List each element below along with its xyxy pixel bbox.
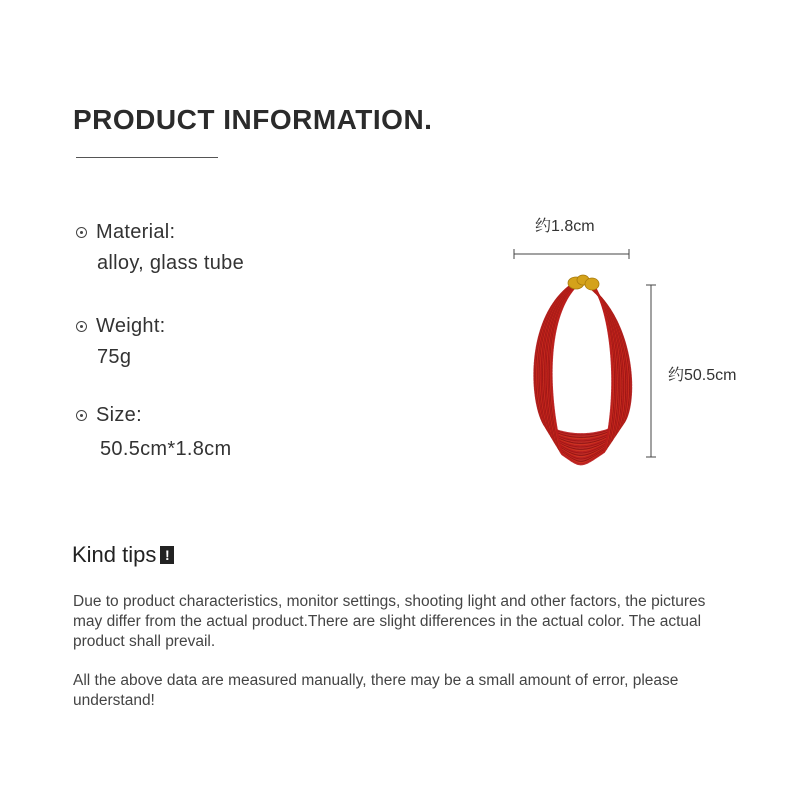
necklace-diagram [500,200,760,470]
tip-paragraph: All the above data are measured manually, there may be a small amount of error, please understand! [73,672,679,709]
product-figure [500,200,760,470]
height-dimension-label: 约50.5cm [668,367,737,384]
page-title: PRODUCT INFORMATION. [73,104,433,135]
spec-material [76,221,244,275]
bullet-icon [76,227,87,238]
spec-value: alloy, glass tube [97,252,245,274]
kind-tips-heading [72,542,174,568]
clasp-icon [568,275,599,290]
bullet-icon [76,321,87,332]
title-divider [76,157,218,158]
kind-tips-title: Kind tips [72,542,157,567]
spec-value: 50.5cm*1.8cm [100,438,232,460]
spec-label: Material: [96,221,176,243]
spec-label: Size: [96,404,142,426]
necklace-image [534,286,631,464]
spec-value: 75g [97,346,132,368]
width-dimension-label: 约1.8cm [535,218,595,235]
bullet-icon [76,410,87,421]
tip-paragraph: Due to product characteristics, monitor settings, shooting light and other factors, the pictures may differ from the actual product.There are slight differences in the actual color. The actual product shall prevail. [73,593,706,650]
spec-label: Weight: [96,315,166,337]
alert-icon: ! [160,546,174,564]
width-dimension-line [514,249,629,259]
height-dimension-line [646,285,656,457]
spec-weight [76,315,166,369]
spec-size [76,404,231,461]
